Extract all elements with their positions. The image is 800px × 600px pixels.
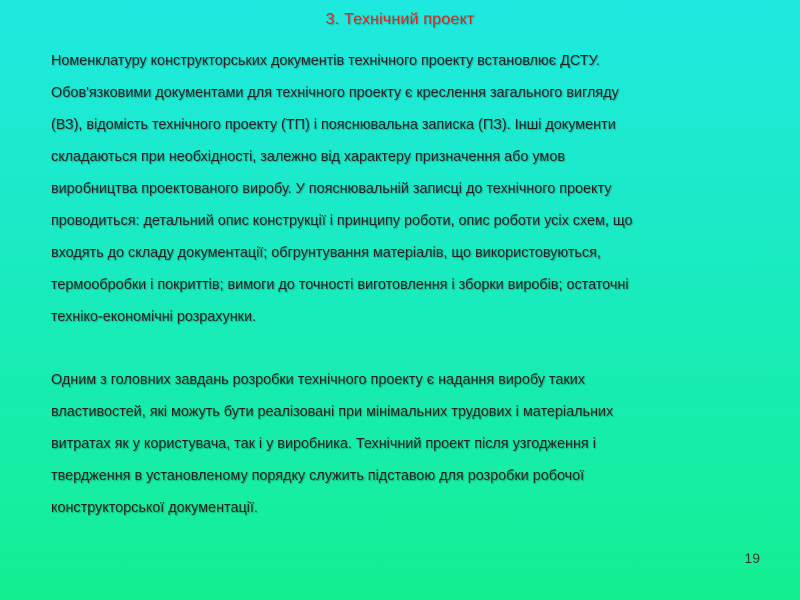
text-line: Обов'язковими документами для технічного проекту є креслення загального вигляду <box>51 85 619 101</box>
text-line: властивостей, які можуть бути реалізовані при мінімальних трудових і матеріальних <box>51 404 614 420</box>
text-line: техніко-економічні розрахунки. <box>51 309 256 325</box>
text-line: витратах як у користувача, так і у виробника. Технічний проект після узгодження і <box>51 436 596 452</box>
text-line: Номенклатуру конструкторських документів технічного проекту встановлює ДСТУ. <box>51 53 600 69</box>
page-number: 19 <box>744 550 760 566</box>
paragraph-2 <box>51 364 786 524</box>
text-line: виробництва проектованого виробу. У пояснювальній записці до технічного проекту <box>51 181 612 197</box>
paragraph-spacer <box>51 333 786 364</box>
text-line: термообробки і покриттів; вимоги до точності виготовлення і зборки виробів; остаточні <box>51 277 629 293</box>
slide-body <box>51 45 786 524</box>
text-line: твердження в установленому порядку служить підставою для розробки робочої <box>51 468 585 484</box>
text-line: конструкторської документації. <box>51 500 258 516</box>
text-line: проводиться: детальний опис конструкції і принципу роботи, опис роботи усіх схем, що <box>51 213 633 229</box>
slide-title: 3. Технічний проект <box>325 11 475 28</box>
text-line: складаються при необхідності, залежно від характеру призначення або умов <box>51 149 565 165</box>
paragraph-1 <box>51 45 786 333</box>
text-line: входять до складу документації; обгрунтування матеріалів, що використовуються, <box>51 245 601 261</box>
text-line: Одним з головних завдань розробки технічного проекту є надання виробу таких <box>51 372 585 388</box>
text-line: (ВЗ), відомість технічного проекту (ТП) і пояснювальна записка (ПЗ). Інші документи <box>51 117 616 133</box>
